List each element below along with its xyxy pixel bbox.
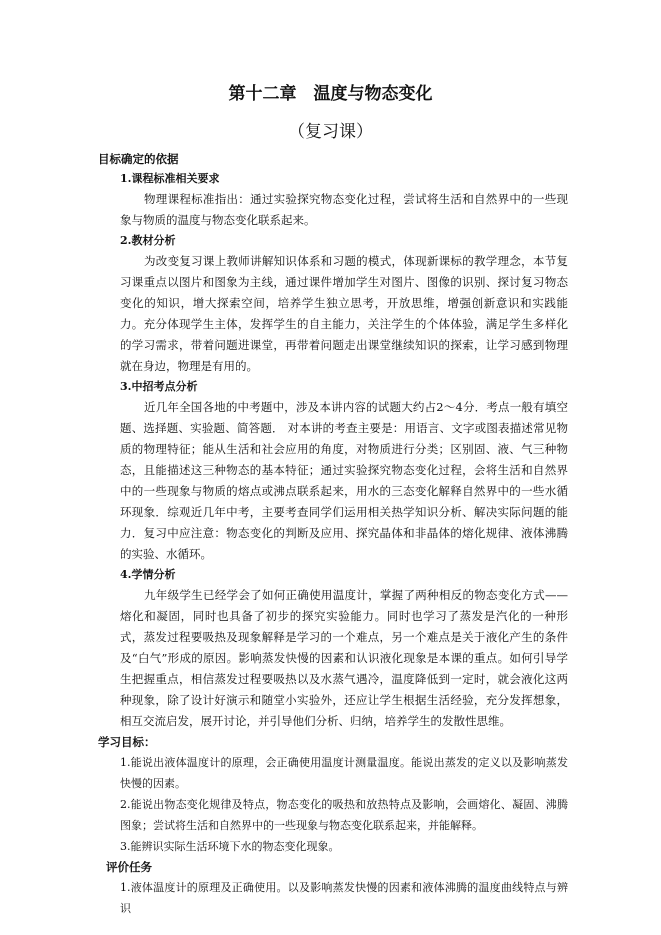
goal-item: 2.能说出物态变化规律及特点，物态变化的吸热和放热特点及影响，会画熔化、凝固、沸腾图象；尝试将生活和自然界中的一些现象与物态变化联系起来，并能解释。 bbox=[120, 798, 568, 832]
subsection-heading-students: 4.学情分析 bbox=[120, 568, 176, 581]
subsection-heading-textbook: 2.教材分析 bbox=[120, 234, 176, 247]
paragraph-curriculum: 物理课程标准指出：通过实验探究物态变化过程，尝试将生活和自然界中的一些现象与物质的温度与物态变化联系起来。 bbox=[120, 192, 568, 227]
paragraph-exam: 近几年全国各地的中考题中，涉及本讲内容的试题大约占2～4分．考点一般有填空题、选择题、实验题、简答题． 对本讲的考查主要是：用语言、文字或图表描述常见物质的物理特征；能从生活和社会应用的角度，对物质进行分类；区别固、液、气三种物态，且能描述这三种物态的基本特征；通过实验探究物态变化过程，会将生活和自然界中的一些现象与物质的熔点或沸点联系起来，用水的三态变化解释自然界中的一些水循环现象．综观近几年中考，主要考查同学们运用相关热学知识分析、解决实际问题的能力．复习中应注意：物态变化的判断及应用、探究晶体和非晶体的熔化规律、液体沸腾的实验、水循环。 bbox=[120, 400, 568, 561]
page-subtitle: （复习课） bbox=[288, 122, 373, 142]
section-heading-goals: 学习目标： bbox=[98, 735, 156, 749]
section-heading-evaluation: 评价任务 bbox=[106, 860, 152, 874]
goal-item: 1.能说出液体温度计的原理，会正确使用温度计测量温度。能说出蒸发的定义以及影响蒸发快慢的因素。 bbox=[120, 756, 568, 790]
subsection-heading-exam: 3.中招考点分析 bbox=[120, 380, 198, 393]
subsection-heading-curriculum: 1.课程标准相关要求 bbox=[120, 172, 220, 185]
section-heading-basis: 目标确定的依据 bbox=[98, 152, 179, 166]
goal-item: 3.能辨识实际生活环境下水的物态变化现象。 bbox=[120, 840, 340, 853]
page-title: 第十二章 温度与物态变化 bbox=[228, 84, 433, 104]
paragraph-textbook: 为改变复习课上教师讲解知识体系和习题的模式，体现新课标的教学理念，本节复习课重点以图片和图象为主线，通过课件增加学生对图片、图像的识别、探讨复习物态变化的知识，增大探索空间，培养学生独立思考，开放思维，增强创新意识和实践能力。充分体现学生主体，发挥学生的自主能力，关注学生的个体体验，满足学生多样化的学习需求，带着问题进课堂，再带着问题走出课堂继续知识的探索，让学习感到物理就在身边，物理是有用的。 bbox=[120, 254, 568, 373]
evaluation-item: 1.液体温度计的原理及正确使用。以及影响蒸发快慢的因素和液体沸腾的温度曲线特点与辨识 bbox=[120, 881, 568, 915]
paragraph-students: 九年级学生已经学会了如何正确使用温度计，掌握了两种相反的物态变化方式——熔化和凝固，同时也具备了初步的探究实验能力。同时也学习了蒸发是汽化的一种形式，蒸发过程要吸热及现象解释是学习的一个难点，另一个难点是关于液化产生的条件及“白气”形成的原因。影响蒸发快慢的因素和认识液化现象是本课的重点。如何引导学生把握重点，相信蒸发过程要吸热以及水蒸气遇冷，温度降低到一定时，就会液化这两种现象，除了设计好演示和随堂小实验外，还应让学生根据生活经验，充分发挥想象，相互交流启发，展开讨论，并引导他们分析、归纳，培养学生的发散性思维。 bbox=[120, 588, 568, 728]
document-body bbox=[98, 149, 568, 919]
